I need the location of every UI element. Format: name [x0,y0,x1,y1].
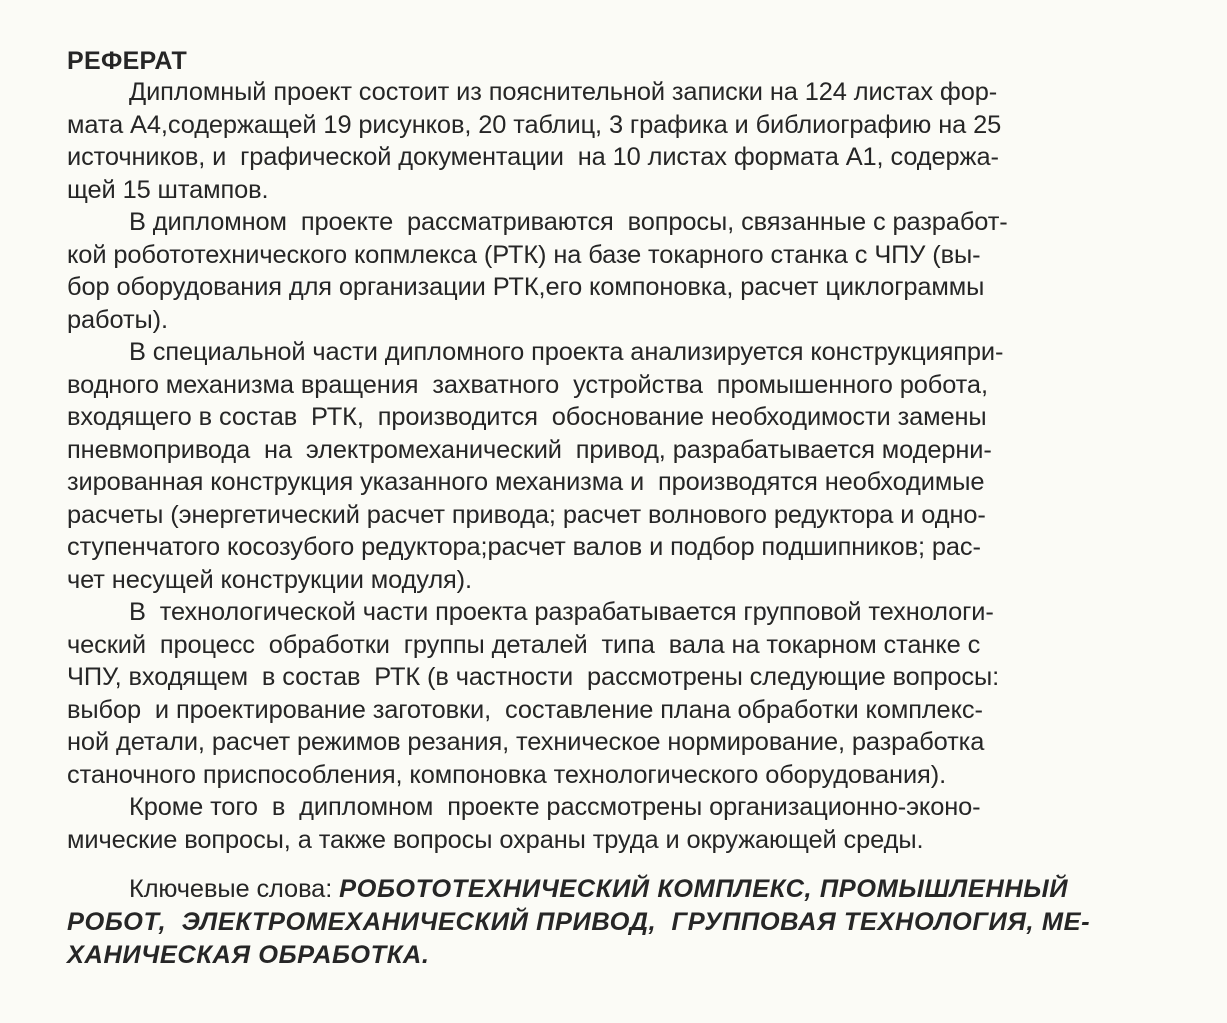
paragraph-line: зированная конструкция указанного механизма и производятся необходимые [67,468,985,496]
paragraph-line: В технологической части проекта разрабатывается групповой технологи- [129,598,994,626]
paragraph-line: ческий процесс обработки группы деталей типа вала на токарном станке с [67,630,981,659]
paragraph-line: источников, и графической документации на 10 листах формата А1, содержа- [67,143,999,171]
paragraph-line: входящего в состав РТК, производится обоснование необходимости замены [67,403,987,431]
paragraph-4 [67,596,1167,791]
paragraph-line: мата А4,содержащей 19 рисунков, 20 таблиц, 3 графика и библиографию на 25 [67,110,1002,139]
paragraph-line: расчеты (энергетический расчет привода; расчет волнового редуктора и одно- [67,500,986,529]
document-title: РЕФЕРАТ [67,47,188,75]
paragraph-line: станочного приспособления, компоновка технологического оборудования). [67,760,947,789]
paragraph-1 [67,76,1167,206]
keywords-text: РОБОТ, ЭЛЕКТРОМЕХАНИЧЕСКИЙ ПРИВОД, ГРУППОВАЯ ТЕХНОЛОГИЯ, МЕ- [67,908,1091,936]
paragraph-2 [67,206,1167,336]
paragraph-line: В дипломном проекте рассматриваются вопросы, связанные с разработ- [129,208,1008,236]
paragraph-line: щей 15 штампов. [67,175,269,204]
paragraph-line: ной детали, расчет режимов резания, техническое нормирование, разработка [67,728,985,756]
document-page [67,46,1167,972]
keywords-block [67,873,1167,972]
paragraph-line: ЧПУ, входящем в состав РТК (в частности рассмотрены следующие вопросы: [67,663,1000,691]
paragraph-line: водного механизма вращения захватного устройства промышенного робота, [67,370,988,399]
paragraph-line: работы). [67,305,168,334]
paragraph-5 [67,791,1167,856]
paragraph-line: Кроме того в дипломном проекте рассмотрены организационно-эконо- [129,793,981,821]
paragraph-line: В специальной части дипломного проекта анализируется конструкцияпри- [129,338,1004,366]
paragraph-line: выбор и проектирование заготовки, составление плана обработки комплекс- [67,695,983,724]
keywords-line [67,873,1167,906]
paragraph-line: пневмопривода на электромеханический привод, разрабатывается модерни- [67,435,992,464]
paragraph-line: чет несущей конструкции модуля). [67,565,472,594]
paragraph-line: ступенчатого косозубого редуктора;расчет валов и подбор подшипников; рас- [67,533,981,561]
paragraph-3 [67,336,1167,596]
keywords-label: Ключевые слова: [129,875,340,903]
paragraph-line: мические вопросы, а также вопросы охраны труда и окружающей среды. [67,825,924,854]
paragraph-line: кой робототехнического копмлекса (РТК) на базе токарного станка с ЧПУ (вы- [67,240,981,269]
keywords-text: ХАНИЧЕСКАЯ ОБРАБОТКА. [67,941,430,969]
paragraph-line: Дипломный проект состоит из пояснительной записки на 124 листах фор- [129,78,998,106]
paragraph-line: бор оборудования для организации РТК,его компоновка, расчет циклограммы [67,273,985,301]
keywords-text: РОБОТОТЕХНИЧЕСКИЙ КОМПЛЕКС, ПРОМЫШЛЕННЫЙ [339,875,1069,903]
